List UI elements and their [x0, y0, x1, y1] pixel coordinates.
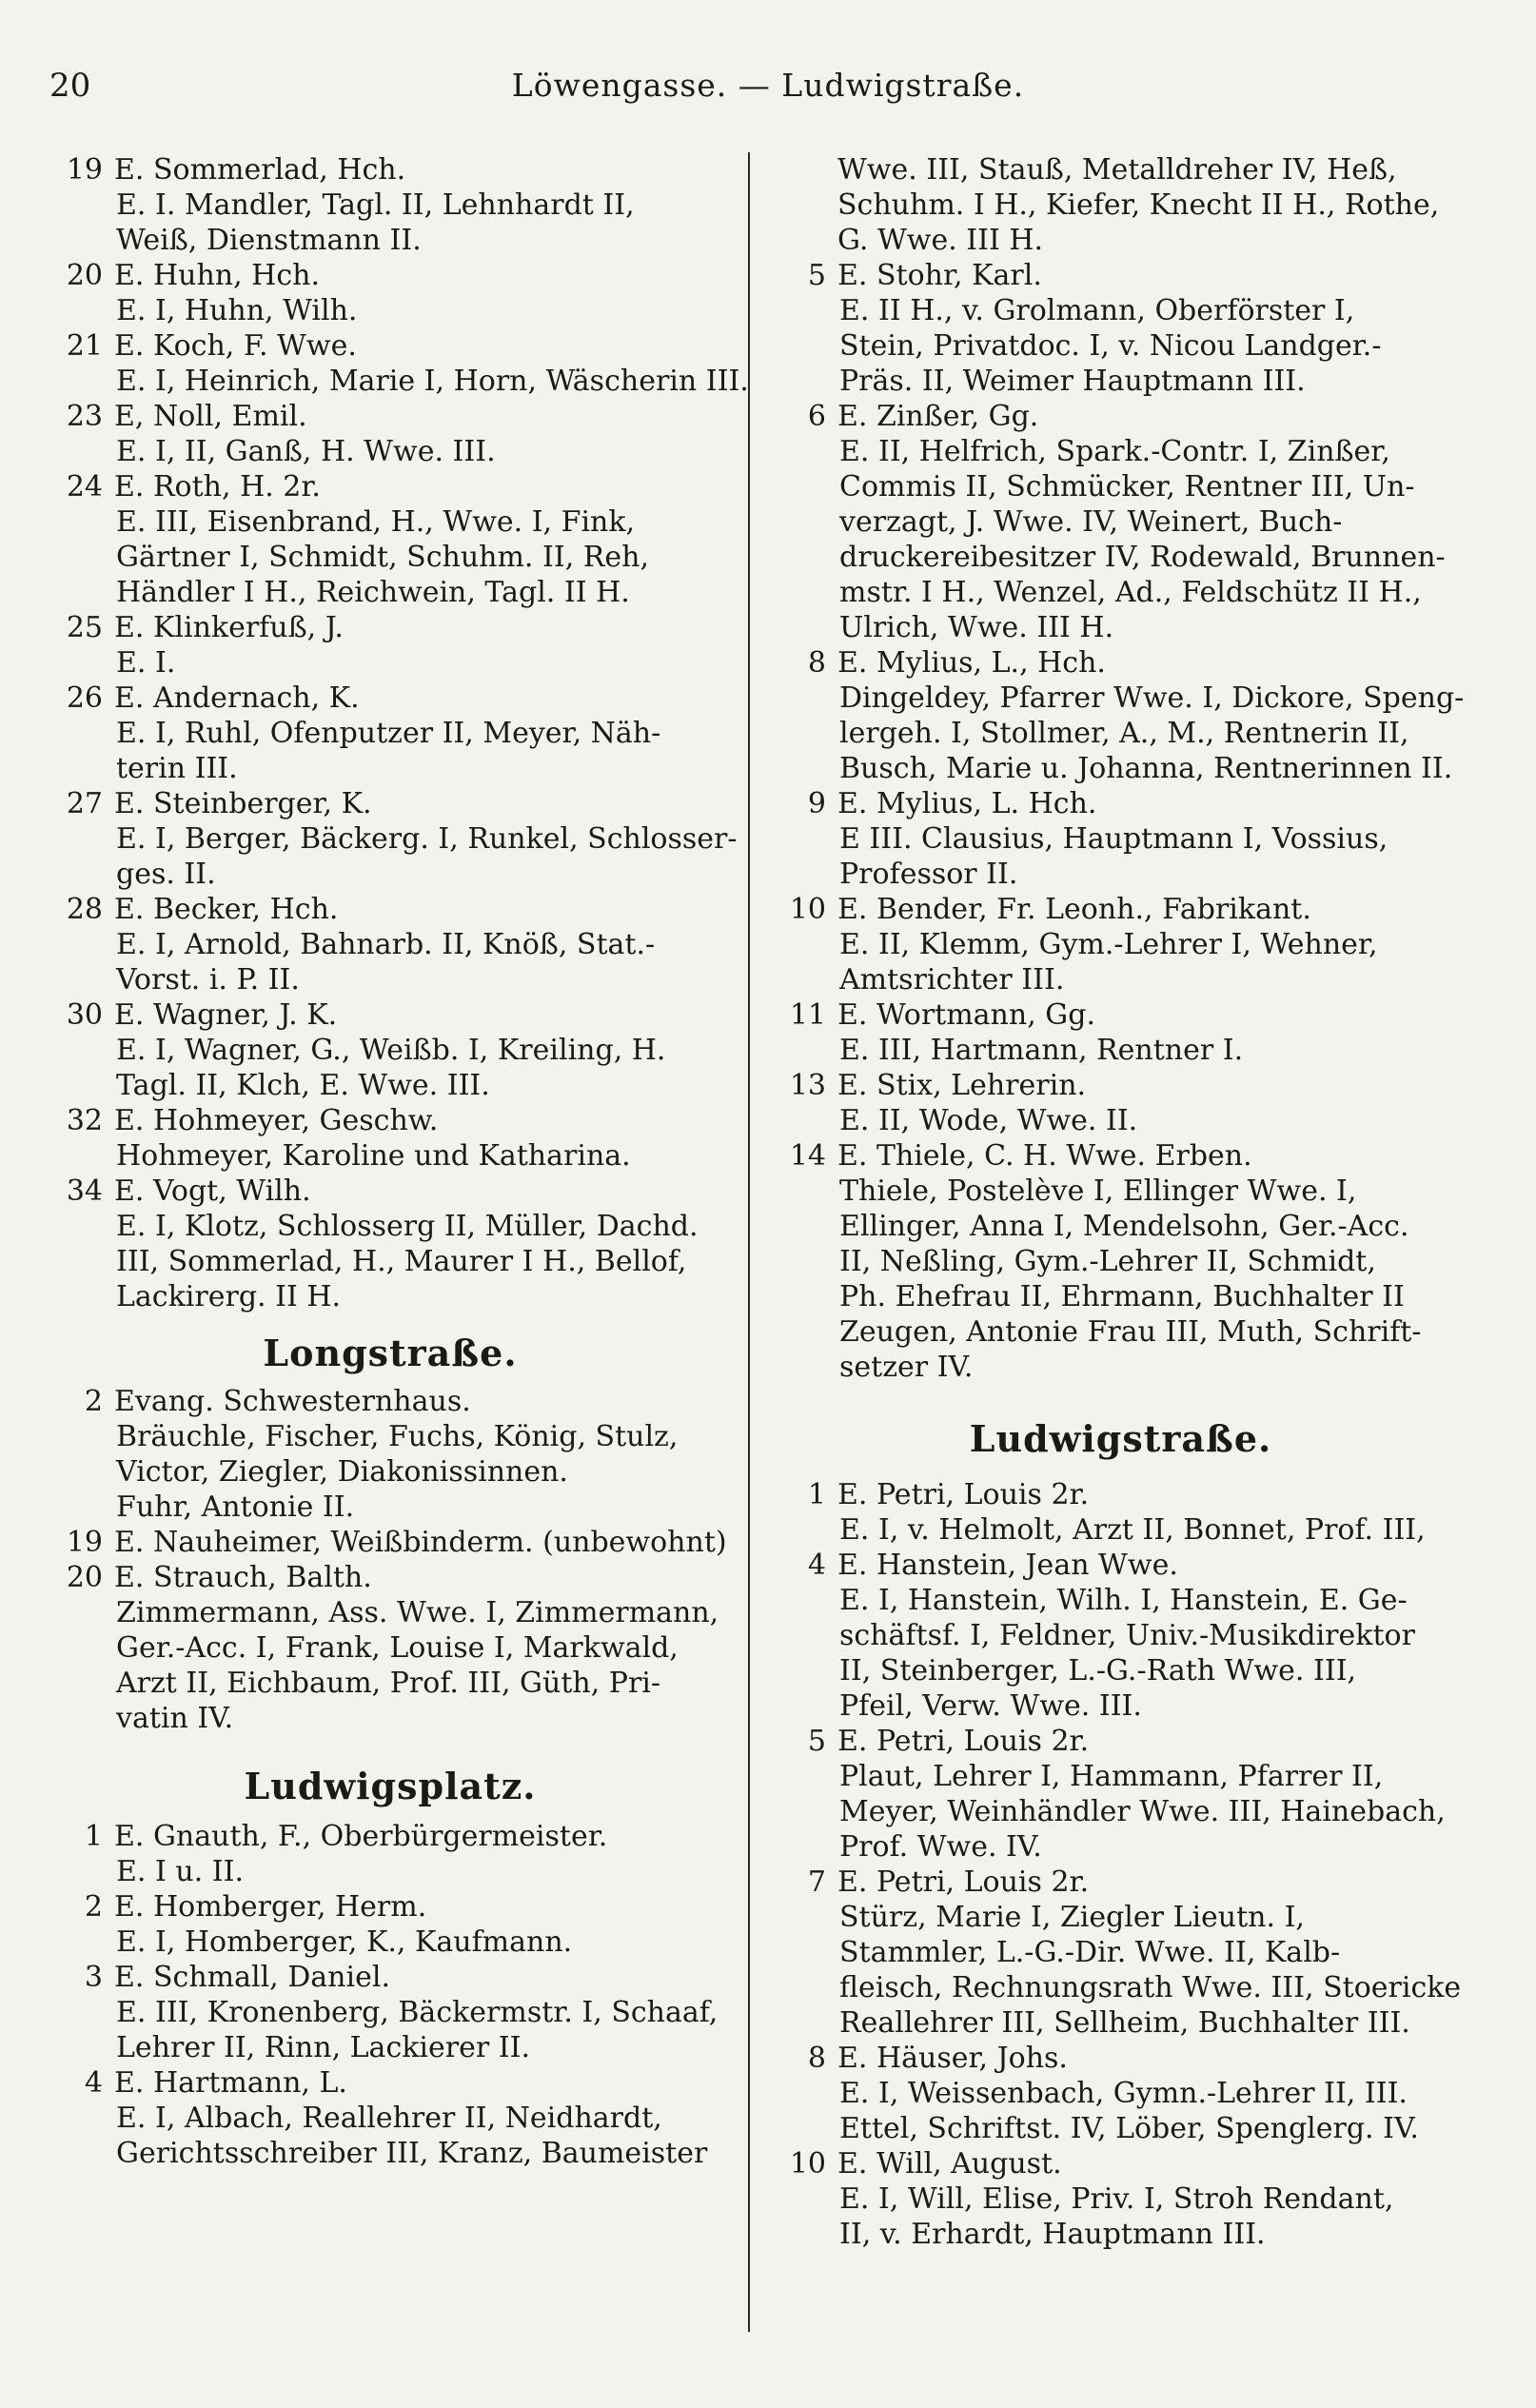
house-number: 10: [789, 893, 826, 926]
resident-lines: [837, 152, 1470, 258]
house-number: 10: [789, 2147, 826, 2181]
resident-line: Ger.-Acc. I, Frank, Louise I, Markwald,: [116, 1631, 679, 1665]
address-entry: [48, 328, 749, 399]
resident-line: E. Stix, Lehrerin.: [837, 1069, 1087, 1102]
resident-lines: [837, 399, 1470, 645]
resident-line: E. Homberger, Herm.: [114, 1890, 427, 1924]
house-number: 1: [807, 1478, 826, 1511]
resident-line: E. I, Wagner, G., Weißb. I, Kreiling, H.: [116, 1034, 666, 1067]
resident-line: E. I, Huhn, Wilh.: [116, 294, 358, 327]
resident-line: E. I, Arnold, Bahnarb. II, Knöß, Stat.-: [116, 928, 656, 961]
resident-lines: [837, 2041, 1470, 2146]
house-number: 27: [66, 787, 103, 820]
house-number: 19: [66, 153, 103, 187]
resident-line: E. Gnauth, F., Oberbürgermeister.: [114, 1820, 608, 1853]
resident-line: III, Sommerlad, H., Maurer I H., Bellof,: [116, 1245, 687, 1278]
resident-line: E. I, Weissenbach, Gymn.-Lehrer II, III.: [839, 2077, 1408, 2110]
resident-line: E. Thiele, C. H. Wwe. Erben.: [837, 1139, 1252, 1173]
resident-lines: [837, 1548, 1470, 1724]
address-entry: [48, 1384, 733, 1525]
resident-line: E. Bender, Fr. Leonh., Fabrikant.: [837, 893, 1311, 926]
house-number: 34: [66, 1174, 103, 1208]
house-number: 30: [66, 998, 103, 1032]
address-entry: [48, 2065, 733, 2171]
house-number: 19: [66, 1526, 103, 1559]
house-number: 1: [84, 1820, 103, 1853]
resident-line: Tagl. II, Klch, E. Wwe. III.: [116, 1069, 490, 1102]
resident-lines: [837, 1068, 1470, 1138]
resident-line: Ettel, Schriftst. IV, Löber, Spenglerg. IV.: [839, 2112, 1419, 2145]
resident-lines: [114, 1174, 733, 1314]
resident-line: E. Petri, Louis 2r.: [837, 1725, 1090, 1758]
resident-line: Präs. II, Weimer Hauptmann III.: [839, 365, 1306, 398]
resident-lines: [837, 1138, 1470, 1385]
house-number: 2: [84, 1890, 103, 1924]
address-entry: [48, 1525, 733, 1560]
resident-line: Commis II, Schmücker, Rentner III, Un-: [839, 470, 1415, 503]
address-entry: [48, 892, 733, 997]
resident-lines: [837, 1477, 1470, 1548]
resident-line: E. I, Heinrich, Marie I, Horn, Wäscherin III.: [116, 365, 749, 398]
address-entry: [48, 997, 733, 1103]
resident-line: E. I, v. Helmolt, Arzt II, Bonnet, Prof. III,: [839, 1513, 1426, 1547]
longstrasse-entries: [48, 1384, 733, 1736]
address-entry: [771, 258, 1470, 399]
house-number: 8: [807, 2042, 826, 2075]
address-entry: [48, 1560, 733, 1736]
resident-lines: [114, 399, 733, 469]
resident-line: E. Will, August.: [837, 2147, 1062, 2181]
resident-line: II, Neßling, Gym.-Lehrer II, Schmidt,: [839, 1245, 1376, 1278]
resident-line: druckereibesitzer IV, Rodewald, Brunnen-: [839, 541, 1446, 574]
resident-lines: [837, 1724, 1470, 1865]
resident-line: E. Sommerlad, Hch.: [114, 153, 406, 187]
resident-line: Gärtner I, Schmidt, Schuhm. II, Reh,: [116, 541, 649, 574]
resident-lines: [837, 2146, 1470, 2252]
resident-line: vatin IV.: [116, 1702, 234, 1735]
resident-line: E. II, Wode, Wwe. II.: [839, 1104, 1138, 1137]
house-number: 4: [807, 1549, 826, 1582]
page-number: 20: [49, 67, 91, 105]
resident-line: E. I. Mandler, Tagl. II, Lehnhardt II,: [116, 188, 635, 222]
address-entry: [771, 1865, 1470, 2041]
resident-line: E. Nauheimer, Weißbinderm. (unbewohnt): [114, 1526, 727, 1559]
resident-line: E. Hartmann, L.: [114, 2066, 347, 2100]
resident-line: Stein, Privatdoc. I, v. Nicou Landger.-: [839, 329, 1382, 363]
resident-lines: [114, 258, 733, 328]
resident-line: E. I, II, Ganß, H. Wwe. III.: [116, 435, 496, 468]
resident-line: E. I, Will, Elise, Priv. I, Stroh Rendant,: [839, 2182, 1394, 2216]
address-entry: [771, 1138, 1470, 1385]
address-entry: [771, 786, 1470, 892]
resident-line: E. Petri, Louis 2r.: [837, 1478, 1090, 1511]
resident-line: E. Koch, F. Wwe.: [114, 329, 357, 363]
house-number: 3: [84, 1961, 103, 1994]
right-column: [771, 152, 1470, 2252]
address-entry: [771, 892, 1470, 997]
address-entry: [48, 681, 733, 786]
resident-line: Professor II.: [839, 858, 1018, 891]
resident-line: E. III, Hartmann, Rentner I.: [839, 1034, 1244, 1067]
resident-line: E. Vogt, Wilh.: [114, 1174, 311, 1208]
resident-line: Prof. Wwe. IV.: [839, 1830, 1042, 1864]
resident-line: Busch, Marie u. Johanna, Rentnerinnen II.: [839, 752, 1453, 785]
house-number: 24: [66, 470, 103, 503]
address-entry: [48, 399, 733, 469]
resident-lines: [114, 469, 733, 610]
house-number: 2: [84, 1385, 103, 1418]
address-entry: [771, 1068, 1470, 1138]
resident-line: Amtsrichter III.: [839, 963, 1065, 997]
house-number: 4: [84, 2066, 103, 2100]
address-entry: [48, 258, 733, 328]
resident-line: E. III, Eisenbrand, H., Wwe. I, Fink,: [116, 505, 636, 539]
address-entry: [771, 1477, 1470, 1548]
address-entry: [48, 610, 733, 681]
resident-line: Dingeldey, Pfarrer Wwe. I, Dickore, Speng-: [839, 681, 1465, 715]
resident-lines: [837, 997, 1470, 1068]
address-entry: [771, 1724, 1470, 1865]
resident-line: schäftsf. I, Feldner, Univ.-Musikdirektor: [839, 1619, 1415, 1652]
resident-lines: [114, 892, 733, 997]
column-divider: [748, 152, 750, 2332]
resident-line: E. Andernach, K.: [114, 681, 360, 715]
address-entry: [48, 469, 733, 610]
resident-lines: [837, 786, 1470, 892]
address-entry: [771, 2146, 1470, 2252]
resident-line: E. Schmall, Daniel.: [114, 1961, 390, 1994]
resident-lines: [114, 681, 733, 786]
resident-lines: [114, 1819, 733, 1889]
resident-lines: [114, 1525, 733, 1560]
resident-line: E. Hanstein, Jean Wwe.: [837, 1549, 1178, 1582]
house-number: 14: [789, 1139, 826, 1173]
house-number: 25: [66, 611, 103, 644]
resident-line: E. Strauch, Balth.: [114, 1561, 372, 1594]
resident-line: E. Wagner, J. K.: [114, 998, 338, 1032]
resident-lines: [114, 1960, 733, 2065]
resident-line: E. I, Berger, Bäckerg. I, Runkel, Schlosser-: [116, 822, 738, 856]
house-number: 8: [807, 646, 826, 680]
resident-line: E. Roth, H. 2r.: [114, 470, 321, 503]
house-number: 5: [807, 1725, 826, 1758]
address-entry: [771, 645, 1470, 786]
address-entry: [48, 1103, 733, 1174]
resident-line: mstr. I H., Wenzel, Ad., Feldschütz II H.,: [839, 576, 1422, 609]
resident-line: E. I, Homberger, K., Kaufmann.: [116, 1925, 573, 1959]
resident-line: Bräuchle, Fischer, Fuchs, König, Stulz,: [116, 1420, 679, 1453]
address-entry: [48, 1174, 733, 1314]
resident-lines: [114, 328, 749, 399]
resident-lines: [114, 152, 733, 258]
address-entry: [771, 399, 1470, 645]
house-number: 21: [66, 329, 103, 363]
resident-line: E. Huhn, Hch.: [114, 259, 320, 292]
resident-line: Wwe. III, Stauß, Metalldreher IV, Heß,: [837, 153, 1397, 187]
resident-line: Plaut, Lehrer I, Hammann, Pfarrer II,: [839, 1760, 1384, 1793]
house-number: [771, 152, 837, 258]
resident-line: E. Klinkerfuß, J.: [114, 611, 344, 644]
house-number: 20: [66, 259, 103, 292]
resident-lines: [114, 610, 733, 681]
address-entry: [771, 997, 1470, 1068]
resident-line: E. Häuser, Johs.: [837, 2042, 1068, 2075]
resident-line: Hohmeyer, Karoline und Katharina.: [116, 1139, 631, 1173]
resident-line: verzagt, J. Wwe. IV, Weinert, Buch-: [839, 505, 1343, 539]
resident-line: lergeh. I, Stollmer, A., M., Rentnerin II,: [839, 717, 1409, 750]
resident-line: E. Hohmeyer, Geschw.: [114, 1104, 439, 1137]
resident-line: Lackirerg. II H.: [116, 1280, 342, 1313]
address-entry: [48, 1960, 733, 2065]
resident-line: E. Zinßer, Gg.: [837, 400, 1039, 433]
resident-line: E. I, Hanstein, Wilh. I, Hanstein, E. Ge-: [839, 1584, 1408, 1617]
resident-line: E. II H., v. Grolmann, Oberförster I,: [839, 294, 1355, 327]
resident-line: E. Steinberger, K.: [114, 787, 372, 820]
resident-line: E. I, Albach, Reallehrer II, Neidhardt,: [116, 2102, 662, 2135]
resident-line: E. Mylius, L., Hch.: [837, 646, 1106, 680]
resident-lines: [837, 258, 1470, 399]
house-number: 11: [789, 998, 826, 1032]
resident-line: Zimmermann, Ass. Wwe. I, Zimmermann,: [116, 1596, 719, 1629]
resident-line: Stürz, Marie I, Ziegler Lieutn. I,: [839, 1901, 1305, 1934]
resident-line: Lehrer II, Rinn, Lackierer II.: [116, 2031, 530, 2064]
section-title-longstrasse: Longstraße.: [263, 1332, 518, 1374]
resident-line: E. I u. II.: [116, 1855, 244, 1888]
resident-line: II, Steinberger, L.-G.-Rath Wwe. III,: [839, 1654, 1357, 1688]
resident-lines: [114, 1103, 733, 1174]
resident-line: Stammler, L.-G.-Dir. Wwe. II, Kalb-: [839, 1936, 1341, 1969]
resident-lines: [114, 997, 733, 1103]
resident-line: Ellinger, Anna I, Mendelsohn, Ger.-Acc.: [839, 1210, 1409, 1243]
house-number: 5: [807, 259, 826, 292]
resident-line: setzer IV.: [839, 1351, 974, 1384]
resident-line: Pfeil, Verw. Wwe. III.: [839, 1689, 1142, 1723]
address-entry: [48, 152, 733, 258]
resident-line: E. Becker, Hch.: [114, 893, 339, 926]
resident-line: E. II, Helfrich, Spark.-Contr. I, Zinßer,: [839, 435, 1390, 468]
left-entries: [48, 152, 749, 1314]
resident-line: Weiß, Dienstmann II.: [116, 224, 422, 257]
left-column: [48, 152, 749, 2171]
resident-line: E III. Clausius, Hauptmann I, Vossius,: [839, 822, 1388, 856]
resident-line: Meyer, Weinhändler Wwe. III, Hainebach,: [839, 1795, 1446, 1828]
resident-line: Ulrich, Wwe. III H.: [839, 611, 1114, 644]
resident-line: Reallehrer III, Sellheim, Buchhalter III.: [839, 2006, 1410, 2040]
resident-line: Victor, Ziegler, Diakonissinnen.: [116, 1455, 568, 1489]
resident-line: E. Stohr, Karl.: [837, 259, 1042, 292]
resident-line: Schuhm. I H., Kiefer, Knecht II H., Rothe,: [837, 188, 1440, 222]
resident-line: Gerichtsschreiber III, Kranz, Baumeister: [116, 2137, 708, 2170]
resident-lines: [114, 786, 738, 892]
resident-line: Evang. Schwesternhaus.: [114, 1385, 471, 1418]
resident-line: fleisch, Rechnungsrath Wwe. III, Stoericke: [839, 1971, 1462, 2004]
resident-line: E. I, Klotz, Schlosserg II, Müller, Dachd.: [116, 1210, 699, 1243]
house-number: 13: [789, 1069, 826, 1102]
running-title: Löwengasse. — Ludwigstraße.: [511, 67, 1025, 104]
resident-line: E. Wortmann, Gg.: [837, 998, 1095, 1032]
house-number: 7: [807, 1865, 826, 1899]
address-entry: [771, 152, 1470, 258]
resident-line: Ph. Ehefrau II, Ehrmann, Buchhalter II: [839, 1280, 1405, 1313]
resident-line: Zeugen, Antonie Frau III, Muth, Schrift-: [839, 1315, 1422, 1349]
resident-line: ges. II.: [116, 858, 216, 891]
section-title-ludwigsplatz: Ludwigsplatz.: [244, 1765, 537, 1807]
house-number: 20: [66, 1561, 103, 1594]
resident-line: E. Petri, Louis 2r.: [837, 1865, 1090, 1899]
house-number: 26: [66, 681, 103, 715]
resident-line: E. I, Ruhl, Ofenputzer II, Meyer, Näh-: [116, 717, 661, 750]
ludwigstrasse-entries: [771, 1477, 1470, 2252]
house-number: 28: [66, 893, 103, 926]
house-number: 32: [66, 1104, 103, 1137]
house-number: 9: [807, 787, 826, 820]
section-title-ludwigstrasse: Ludwigstraße.: [969, 1417, 1272, 1460]
address-entry: [771, 1548, 1470, 1724]
resident-line: G. Wwe. III H.: [837, 224, 1044, 257]
resident-lines: [837, 645, 1470, 786]
resident-lines: [837, 1865, 1470, 2041]
resident-line: Vorst. i. P. II.: [116, 963, 300, 997]
resident-lines: [114, 1384, 733, 1525]
address-entry: [48, 1819, 733, 1889]
address-entry: [48, 1889, 733, 1960]
resident-line: Arzt II, Eichbaum, Prof. III, Güth, Pri-: [116, 1667, 661, 1700]
resident-line: E. II, Klemm, Gym.-Lehrer I, Wehner,: [839, 928, 1378, 961]
resident-lines: [114, 1889, 733, 1960]
page-header: [49, 59, 1487, 116]
resident-line: E. I.: [116, 646, 176, 680]
ludwigsplatz-entries: [48, 1819, 733, 2171]
resident-lines: [114, 2065, 733, 2171]
address-entry: [48, 786, 738, 892]
resident-line: E, Noll, Emil.: [114, 400, 307, 433]
resident-lines: [837, 892, 1470, 997]
resident-lines: [114, 1560, 733, 1736]
resident-line: Thiele, Postelève I, Ellinger Wwe. I,: [839, 1174, 1357, 1208]
right-entries: [771, 152, 1470, 1385]
resident-line: Fuhr, Antonie II.: [116, 1490, 355, 1524]
resident-line: II, v. Erhardt, Hauptmann III.: [839, 2218, 1266, 2251]
resident-line: E. III, Kronenberg, Bäckermstr. I, Schaaf,: [116, 1996, 719, 2029]
resident-line: Händler I H., Reichwein, Tagl. II H.: [116, 576, 630, 609]
resident-line: terin III.: [116, 752, 238, 785]
house-number: 23: [66, 400, 103, 433]
house-number: 6: [807, 400, 826, 433]
address-entry: [771, 2041, 1470, 2146]
resident-line: E. Mylius, L. Hch.: [837, 787, 1097, 820]
